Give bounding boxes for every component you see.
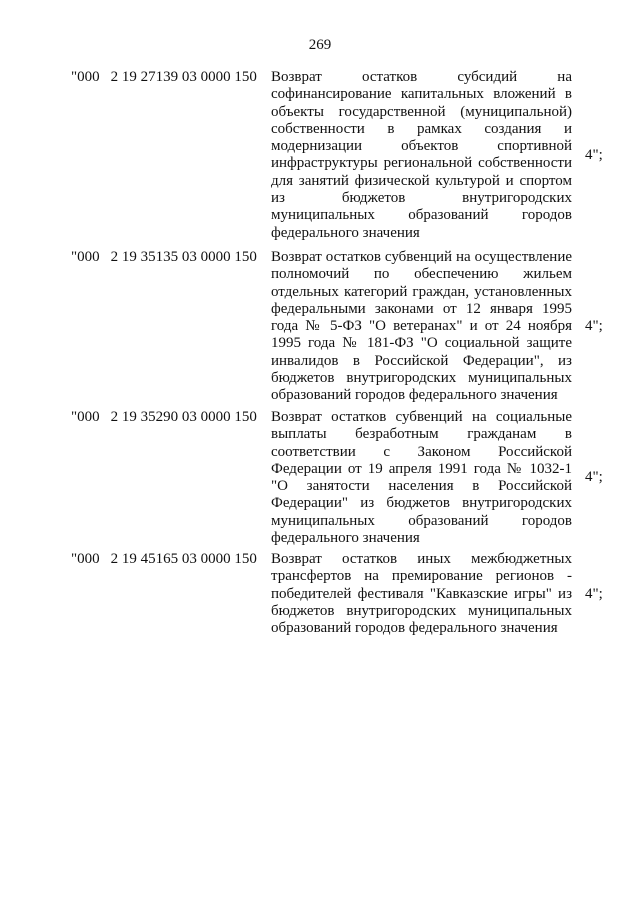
budget-code bbox=[71, 409, 257, 426]
code-prefix: "000 bbox=[71, 409, 100, 425]
code-prefix: "000 bbox=[71, 551, 100, 567]
row-end-mark: 4"; bbox=[585, 318, 603, 334]
row-description: Возврат остатков субвенций на социальные выплаты безработным гражданам в соответствии с Законом Российской Федерации от 19 апреля 1991 года № 1032-1 "О занятости населения в Российской Федерации" из бюджетов внутригородских муниципальных образований городов федерального значения bbox=[271, 409, 572, 547]
budget-code bbox=[71, 69, 257, 86]
kbk-code: 2 19 35135 03 0000 150 bbox=[110, 249, 257, 265]
budget-code bbox=[71, 249, 257, 266]
row-end-mark: 4"; bbox=[585, 469, 603, 485]
budget-code bbox=[71, 551, 257, 568]
page-number: 269 bbox=[308, 37, 332, 53]
row-end-mark: 4"; bbox=[585, 147, 603, 163]
row-description: Возврат остатков субсидий на софинансирование капитальных вложений в объекты государственной (муниципальной) собственности в рамках создания и модернизации объектов спортивной инфраструктуры региональной собственности для занятий физической культурой и спортом из бюджетов внутригородских муниципальных образований городов федерального значения bbox=[271, 69, 572, 241]
kbk-code: 2 19 35290 03 0000 150 bbox=[110, 409, 257, 425]
kbk-code: 2 19 27139 03 0000 150 bbox=[110, 69, 257, 85]
kbk-code: 2 19 45165 03 0000 150 bbox=[110, 551, 257, 567]
row-description: Возврат остатков иных межбюджетных трансфертов на премирование регионов - победителей фестиваля "Кавказские игры" из бюджетов внутригородских муниципальных образований городов федерального значения bbox=[271, 551, 572, 637]
row-description: Возврат остатков субвенций на осуществление полномочий по обеспечению жильем отдельных категорий граждан, установленных федеральными законами от 12 января 1995 года № 5-ФЗ "О ветеранах" и от 24 ноября 1995 года № 181-ФЗ "О социальной защите инвалидов в Российской Федерации", из бюджетов внутригородских муниципальных образований городов федерального значения bbox=[271, 249, 572, 404]
row-end-mark: 4"; bbox=[585, 586, 603, 602]
code-prefix: "000 bbox=[71, 69, 100, 85]
code-prefix: "000 bbox=[71, 249, 100, 265]
